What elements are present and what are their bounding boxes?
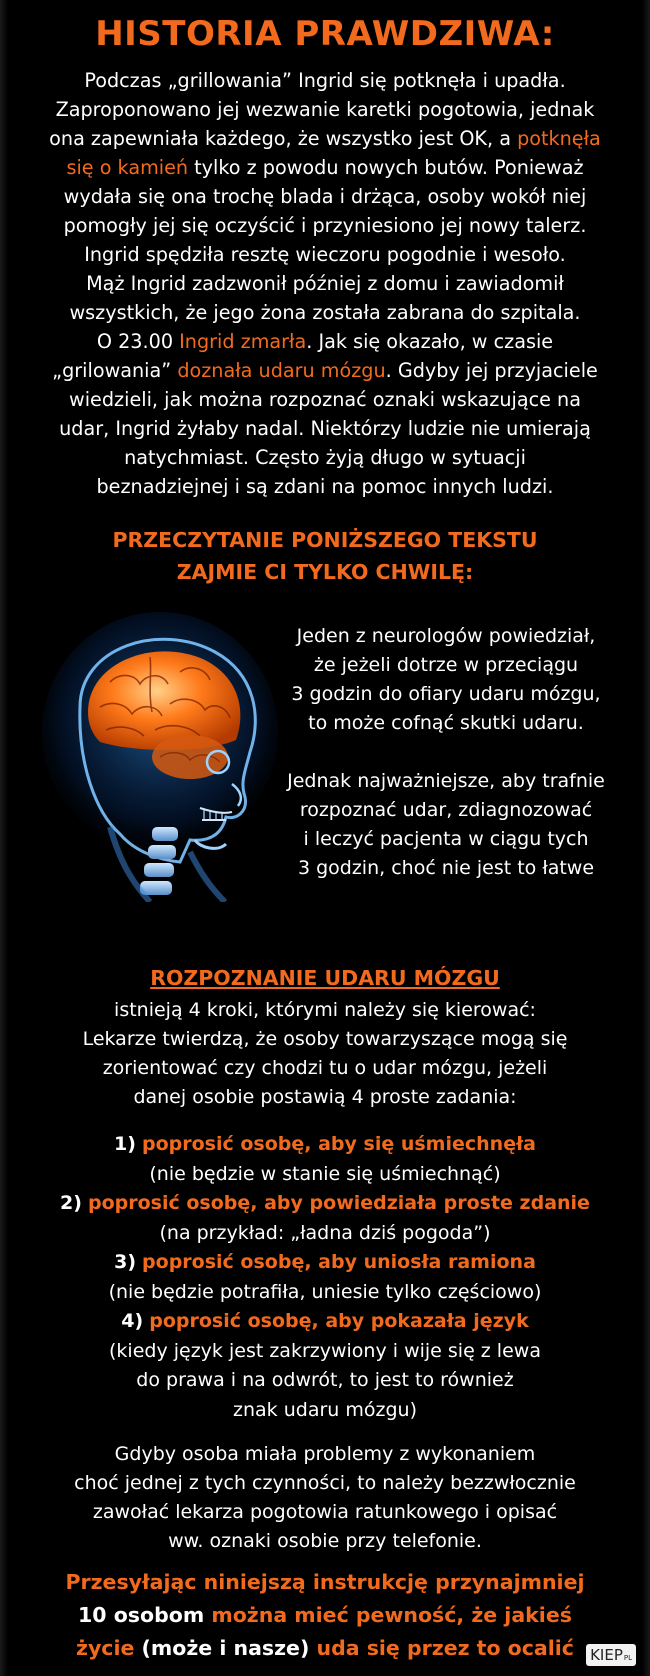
recognition-title: ROZPOZNANIE UDARU MÓZGU <box>150 966 500 990</box>
step-number: 3) <box>114 1251 136 1273</box>
story-text-segment: wiedzieli, jak można rozpoznać oznaki wskazujące na <box>69 388 581 411</box>
story-line <box>26 298 624 327</box>
step-note: (nie będzie w stanie się uśmiechnąć) <box>149 1162 501 1185</box>
recognition-intro <box>20 996 630 1112</box>
story-line <box>26 385 624 414</box>
step-action: poprosić osobę, aby uniosła ramiona <box>142 1251 536 1273</box>
step-note: (nie będzie potrafiła, uniesie tylko częściowo) <box>108 1280 542 1303</box>
story-line <box>26 269 624 298</box>
story-text-segment: wszystkich, że jego żona została zabrana do szpitala. <box>69 301 581 324</box>
story-text-segment: O 23.00 <box>96 330 180 353</box>
text-line: Jednak najważniejsze, aby trafnie <box>287 770 605 792</box>
story-text-segment: Mąż Ingrid zadzwonił później z domu i zawiadomił <box>86 272 564 295</box>
left-edge <box>0 0 8 1676</box>
story-text-segment: beznadziejnej i są zdani na pomoc innych ludzi. <box>96 475 554 498</box>
appeal-line <box>20 1566 630 1599</box>
brain-xray-image <box>40 612 280 902</box>
paragraph-gap <box>262 738 630 767</box>
story-text-segment: pomogły jej się oczyścić i przyniesiono jej nowy talerz. <box>63 214 587 237</box>
story-line <box>26 95 624 124</box>
appeal-line <box>20 1599 630 1632</box>
page-title: HISTORIA PRAWDZIWA: <box>95 14 555 54</box>
stroke-steps-list <box>20 1130 630 1425</box>
highlight-text: doznała udaru mózgu <box>177 359 386 382</box>
text-line: Jeden z neurologów powiedział, <box>296 625 596 647</box>
step-number: 1) <box>114 1133 136 1155</box>
call-doctor-text <box>20 1440 630 1556</box>
story-text <box>26 66 624 501</box>
appeal-segment: można mieć pewność, że jakieś <box>211 1603 572 1627</box>
appeal-segment: (może i nasze) <box>134 1636 317 1660</box>
text-line: że jeżeli dotrze w przeciągu <box>313 654 579 676</box>
text-line: istnieją 4 kroki, którymi należy się kierować: <box>114 999 536 1021</box>
story-line <box>26 443 624 472</box>
text-line: danej osobie postawią 4 proste zadania: <box>133 1086 517 1108</box>
story-text-segment: wydała się ona trochę blada i drżąca, osoby wokół niej <box>63 185 587 208</box>
story-text-segment: Ingrid spędziła resztę wieczoru pogodnie i wesoło. <box>84 243 566 266</box>
appeal-segment: 10 osobom <box>78 1603 212 1627</box>
neurologist-text <box>262 622 630 883</box>
story-line <box>26 240 624 269</box>
text-line: rozpoznać udar, zdiagnozować <box>299 799 593 821</box>
story-line <box>26 124 624 153</box>
appeal-line <box>20 1632 630 1665</box>
appeal-segment: Przesyłając niniejszą instrukcję przynajmniej <box>65 1570 585 1594</box>
text-line: ww. oznaki osobie przy telefonie. <box>168 1530 482 1552</box>
story-line <box>26 66 624 95</box>
step-note: (na przykład: „ładna dziś pogoda”) <box>159 1221 491 1244</box>
step-item <box>20 1130 630 1160</box>
logo-suffix: PL <box>623 1654 632 1662</box>
text-line: 3 godzin, choć nie jest to łatwe <box>297 857 595 879</box>
logo-text: KIEP <box>590 1646 623 1664</box>
story-text-segment: Podczas „grillowania” Ingrid się potknęła i upadła. <box>84 69 566 92</box>
reading-notice-line: ZAJMIE CI TYLKO CHWILĘ: <box>176 560 474 584</box>
step-item <box>20 1189 630 1219</box>
text-line: 3 godzin do ofiary udaru mózgu, <box>291 683 601 705</box>
step-action: poprosić osobę, aby pokazała język <box>149 1310 529 1332</box>
story-text-segment: . Jak się okazało, w czasie <box>306 330 554 353</box>
story-text-segment: . Gdyby jej przyjaciele <box>385 359 598 382</box>
step-action: poprosić osobę, aby powiedziała proste zdanie <box>88 1192 590 1214</box>
step-note: do prawa i na odwrót, to jest to również <box>136 1369 514 1391</box>
story-line <box>26 472 624 501</box>
story-text-segment: Zaproponowano jej wezwanie karetki pogotowia, jednak <box>55 98 595 121</box>
story-line <box>26 327 624 356</box>
story-line <box>26 414 624 443</box>
text-line: i leczyć pacjenta w ciągu tych <box>303 828 589 850</box>
text-line: Lekarze twierdzą, że osoby towarzyszące mogą się <box>82 1028 568 1050</box>
step-item <box>20 1248 630 1278</box>
story-line <box>26 356 624 385</box>
story-text-segment: natychmiast. Często żyją długo w sytuacji <box>124 446 526 469</box>
step-note: (kiedy język jest zakrzywiony i wije się z lewa <box>109 1339 541 1362</box>
story-text-segment: „grilowania” <box>52 359 178 382</box>
site-logo[interactable] <box>586 1644 636 1666</box>
step-number: 4) <box>121 1310 144 1332</box>
story-line <box>26 153 624 182</box>
story-text-segment: udar, Ingrid żyłaby nadal. Niektórzy ludzie nie umierają <box>59 417 591 440</box>
right-edge <box>642 0 650 1676</box>
text-line: choć jednej z tych czynności, to należy bezzwłocznie <box>74 1472 576 1494</box>
text-line: Gdyby osoba miała problemy z wykonaniem <box>114 1443 536 1465</box>
step-action: poprosić osobę, aby się uśmiechnęła <box>141 1133 536 1155</box>
share-appeal <box>20 1566 630 1665</box>
brain-xray-icon <box>40 612 280 902</box>
story-text-segment: ona zapewniała każdego, że wszystko jest OK, a <box>49 127 518 150</box>
reading-notice <box>0 524 650 588</box>
step-number: 2) <box>60 1192 82 1214</box>
highlight-text: potknęła <box>517 127 601 150</box>
step-note: znak udaru mózgu) <box>233 1398 417 1421</box>
highlight-text: Ingrid zmarła <box>179 330 307 353</box>
appeal-segment: uda się przez to ocalić <box>316 1636 574 1660</box>
text-line: zorientować czy chodzi tu o udar mózgu, jeżeli <box>102 1057 548 1079</box>
appeal-segment: życie <box>76 1636 135 1660</box>
story-line <box>26 211 624 240</box>
reading-notice-line: PRZECZYTANIE PONIŻSZEGO TEKSTU <box>112 528 538 552</box>
text-line: zawołać lekarza pogotowia ratunkowego i opisać <box>92 1501 558 1523</box>
step-item <box>20 1307 630 1337</box>
text-line: to może cofnąć skutki udaru. <box>308 712 584 734</box>
story-text-segment: tylko z powodu nowych butów. Ponieważ <box>188 156 584 179</box>
story-line <box>26 182 624 211</box>
highlight-text: się o kamień <box>66 156 189 179</box>
